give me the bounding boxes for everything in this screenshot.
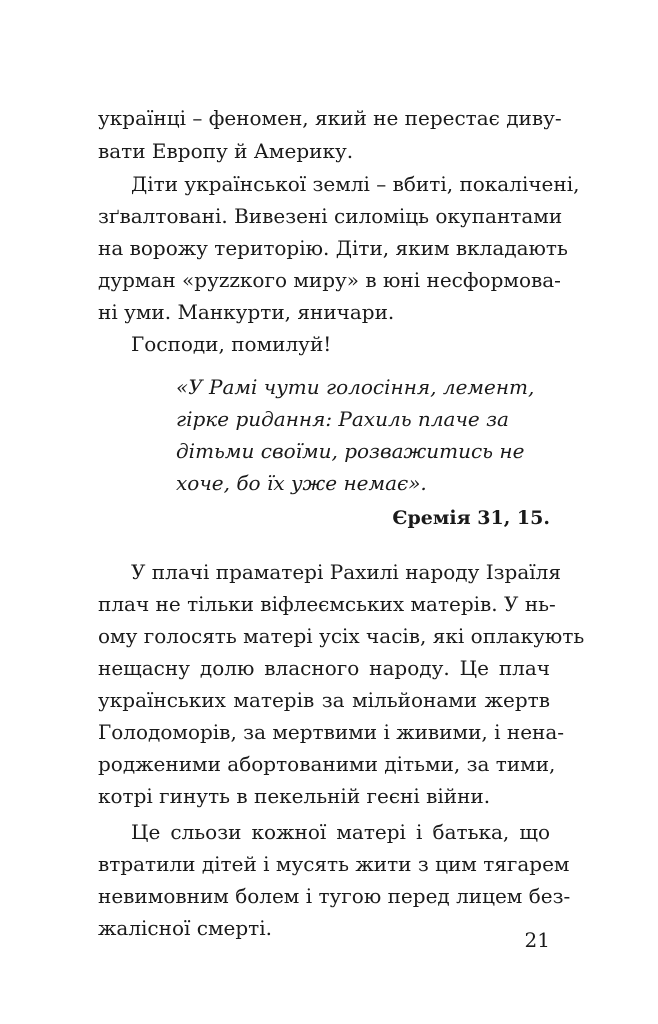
page-number: 21 bbox=[524, 928, 550, 952]
text-line: родженими абортованими дітьми, за тими, bbox=[98, 752, 556, 776]
text-line: Господи, помилуй! bbox=[131, 332, 332, 356]
quote-line: гірке ридання: Рахиль плаче за bbox=[176, 407, 509, 431]
quote-line: дітьми своїми, розважитись не bbox=[176, 439, 525, 463]
text-line: жалісної смерті. bbox=[98, 916, 272, 940]
text-line: Це сльози кожної матері і батька, що bbox=[131, 820, 550, 844]
text-line: Діти української землі – вбиті, покалічені, bbox=[131, 172, 580, 196]
text-line: дурман «руzzкого миру» в юні несформова- bbox=[98, 268, 561, 292]
text-line: плач не тільки віфлеємських матерів. У нь- bbox=[98, 592, 556, 616]
text-line: У плачі праматері Рахилі народу Ізраїля bbox=[131, 560, 561, 584]
text-line: українських матерів за мільйонами жертв bbox=[98, 688, 550, 712]
text-line: Голодоморів, за мертвими і живими, і нена- bbox=[98, 720, 565, 744]
text-line: нещасну долю власного народу. Це плач bbox=[98, 656, 550, 680]
quote-line: хоче, бо їх уже немає». bbox=[176, 471, 427, 495]
quote-line: «У Рамі чути голосіння, лемент, bbox=[176, 375, 535, 399]
text-line: втратили дітей і мусять жити з цим тягарем bbox=[98, 852, 570, 876]
text-line: на ворожу територію. Діти, яким вкладають bbox=[98, 236, 568, 260]
text-line: невимовним болем і тугою перед лицем без- bbox=[98, 884, 571, 908]
text-line: ні уми. Манкурти, яничари. bbox=[98, 300, 395, 324]
quote-citation: Єремія 31, 15. bbox=[392, 507, 550, 529]
text-line: вати Европу й Америку. bbox=[98, 139, 354, 163]
text-line: зґвалтовані. Вивезені силоміць окупантами bbox=[98, 204, 563, 228]
text-line: українці – феномен, який не перестає диву- bbox=[98, 106, 562, 130]
text-line: котрі гинуть в пекельній геєні війни. bbox=[98, 784, 491, 808]
text-line: ому голосять матері усіх часів, які оплакують bbox=[98, 624, 585, 648]
